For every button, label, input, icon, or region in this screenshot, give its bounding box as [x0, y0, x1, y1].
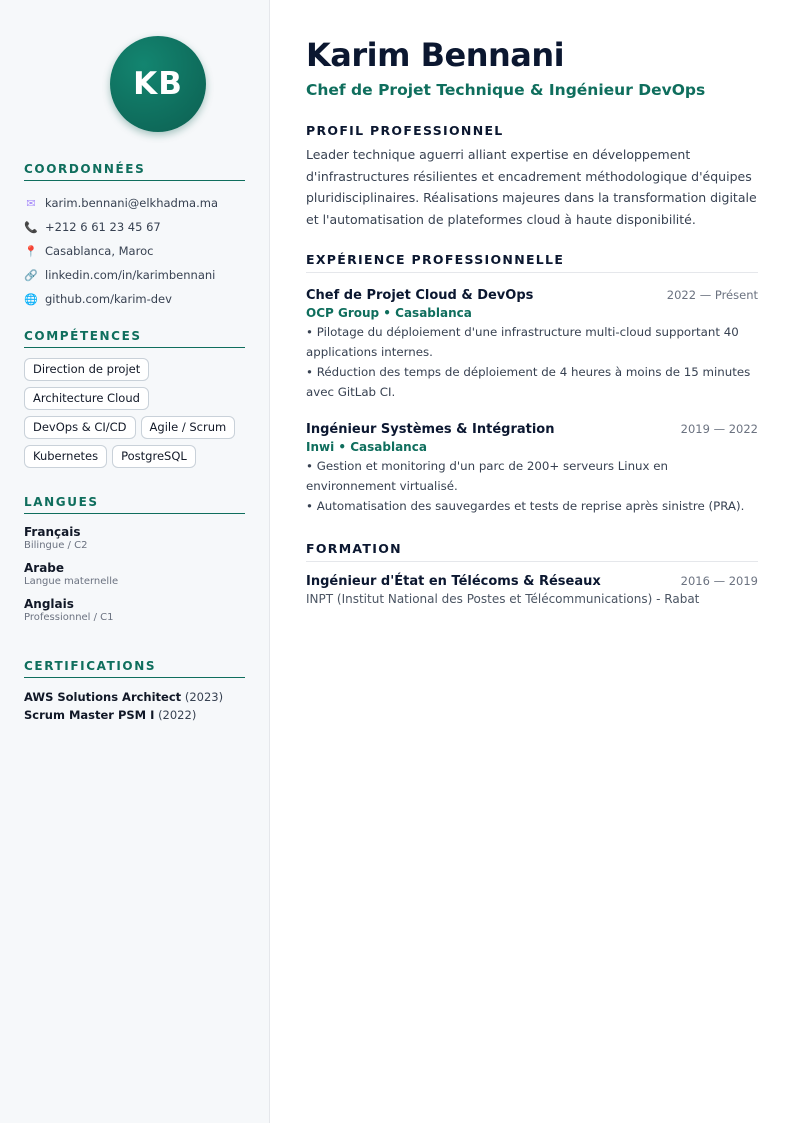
contact-github-value: github.com/karim-dev: [45, 292, 172, 306]
language-item: [24, 597, 245, 623]
language-name: Français: [24, 525, 81, 539]
skill-tag: Direction de projet: [24, 358, 149, 381]
job-role: Chef de Projet Cloud & DevOps: [306, 288, 534, 303]
certification-name: AWS Solutions Architect: [24, 690, 182, 704]
skills-tags: [24, 358, 246, 474]
candidate-headline: Chef de Projet Technique & Ingénieur DevOps: [306, 81, 706, 99]
job-bullet: • Gestion et monitoring d'un parc de 200+ serveurs Linux en environnement virtualisé.: [306, 459, 668, 493]
candidate-name: Karim Bennani: [306, 36, 565, 74]
certification-item: [24, 688, 245, 706]
language-item: [24, 561, 245, 587]
contact-email[interactable]: [24, 191, 245, 215]
certification-name: Scrum Master PSM I: [24, 708, 155, 722]
language-level: Bilingue / C2: [24, 540, 88, 551]
profile-text: Leader technique aguerri alliant expertise en développement d'infrastructures résilientes et encadrement méthodologique d'équipes pluridisciplinaires. Réalisations majeures dans la transformation digitale et l'automatisation de plateformes cloud à haute disponibilité.: [306, 147, 757, 227]
job-header: [306, 288, 758, 303]
skill-tag: PostgreSQL: [112, 445, 196, 468]
skills-section: [24, 329, 246, 474]
certification-item: [24, 706, 245, 724]
job-bullet: • Pilotage du déploiement d'une infrastructure multi-cloud supportant 40 applications internes.: [306, 325, 739, 359]
contact-list: [24, 191, 245, 311]
contact-phone-value: +212 6 61 23 45 67: [45, 220, 161, 234]
contact-phone[interactable]: [24, 215, 245, 239]
skill-tag: Kubernetes: [24, 445, 107, 468]
job-header: [306, 422, 758, 437]
skill-tag: Agile / Scrum: [141, 416, 236, 439]
skills-section-title: COMPÉTENCES: [24, 329, 245, 348]
job-dates: 2019 — 2022: [680, 422, 758, 436]
certifications-section: [24, 659, 245, 724]
contact-email-value: karim.bennani@elkhadma.ma: [45, 196, 218, 210]
avatar: KB: [110, 36, 206, 132]
language-level: Langue maternelle: [24, 576, 119, 587]
language-item: [24, 525, 245, 551]
job-company: Inwi • Casablanca: [306, 440, 427, 454]
phone-icon: 📞: [24, 220, 38, 234]
skill-tag: Architecture Cloud: [24, 387, 149, 410]
languages-section: [24, 495, 245, 623]
contact-location-value: Casablanca, Maroc: [45, 244, 154, 258]
contact-section-title: COORDONNÉES: [24, 162, 245, 181]
job-entry: [306, 288, 758, 402]
job-bullet: • Réduction des temps de déploiement de 4 heures à moins de 15 minutes avec GitLab CI.: [306, 365, 751, 399]
experience-section-title: EXPÉRIENCE PROFESSIONNELLE: [306, 252, 758, 273]
job-entry: [306, 422, 758, 516]
job-company: OCP Group • Casablanca: [306, 306, 472, 320]
education-degree: Ingénieur d'État en Télécoms & Réseaux: [306, 574, 601, 589]
job-role: Ingénieur Systèmes & Intégration: [306, 422, 555, 437]
location-pin-icon: 📍: [24, 244, 38, 258]
certification-year: (2022): [158, 708, 197, 722]
language-name: Arabe: [24, 561, 65, 575]
contact-linkedin-value: linkedin.com/in/karimbennani: [45, 268, 216, 282]
education-dates: 2016 — 2019: [680, 574, 758, 588]
language-level: Professionnel / C1: [24, 612, 114, 623]
globe-icon: 🌐: [24, 292, 38, 306]
certification-year: (2023): [184, 690, 224, 704]
education-school: INPT (Institut National des Postes et Télécommunications) - Rabat: [306, 592, 700, 606]
skill-tag: DevOps & CI/CD: [24, 416, 136, 439]
envelope-icon: ✉: [26, 196, 36, 210]
job-bullets: [306, 322, 758, 402]
certifications-list: [24, 688, 245, 724]
contact-github[interactable]: [24, 287, 245, 311]
education-header: [306, 574, 758, 589]
profile-section-title: PROFIL PROFESSIONNEL: [306, 123, 504, 138]
job-dates: 2022 — Présent: [666, 288, 758, 302]
link-icon: 🔗: [24, 268, 38, 282]
contact-section: [24, 162, 245, 311]
contact-location: [24, 239, 245, 263]
sidebar: [0, 0, 270, 1123]
languages-section-title: LANGUES: [24, 495, 245, 514]
job-bullet: • Automatisation des sauvegardes et tests de reprise après sinistre (PRA).: [306, 499, 745, 513]
education-section-title: FORMATION: [306, 541, 758, 562]
contact-linkedin[interactable]: [24, 263, 245, 287]
languages-list: [24, 525, 245, 623]
certifications-section-title: CERTIFICATIONS: [24, 659, 245, 678]
job-bullets: [306, 456, 758, 516]
language-name: Anglais: [24, 597, 74, 611]
education-entry: [306, 574, 758, 606]
